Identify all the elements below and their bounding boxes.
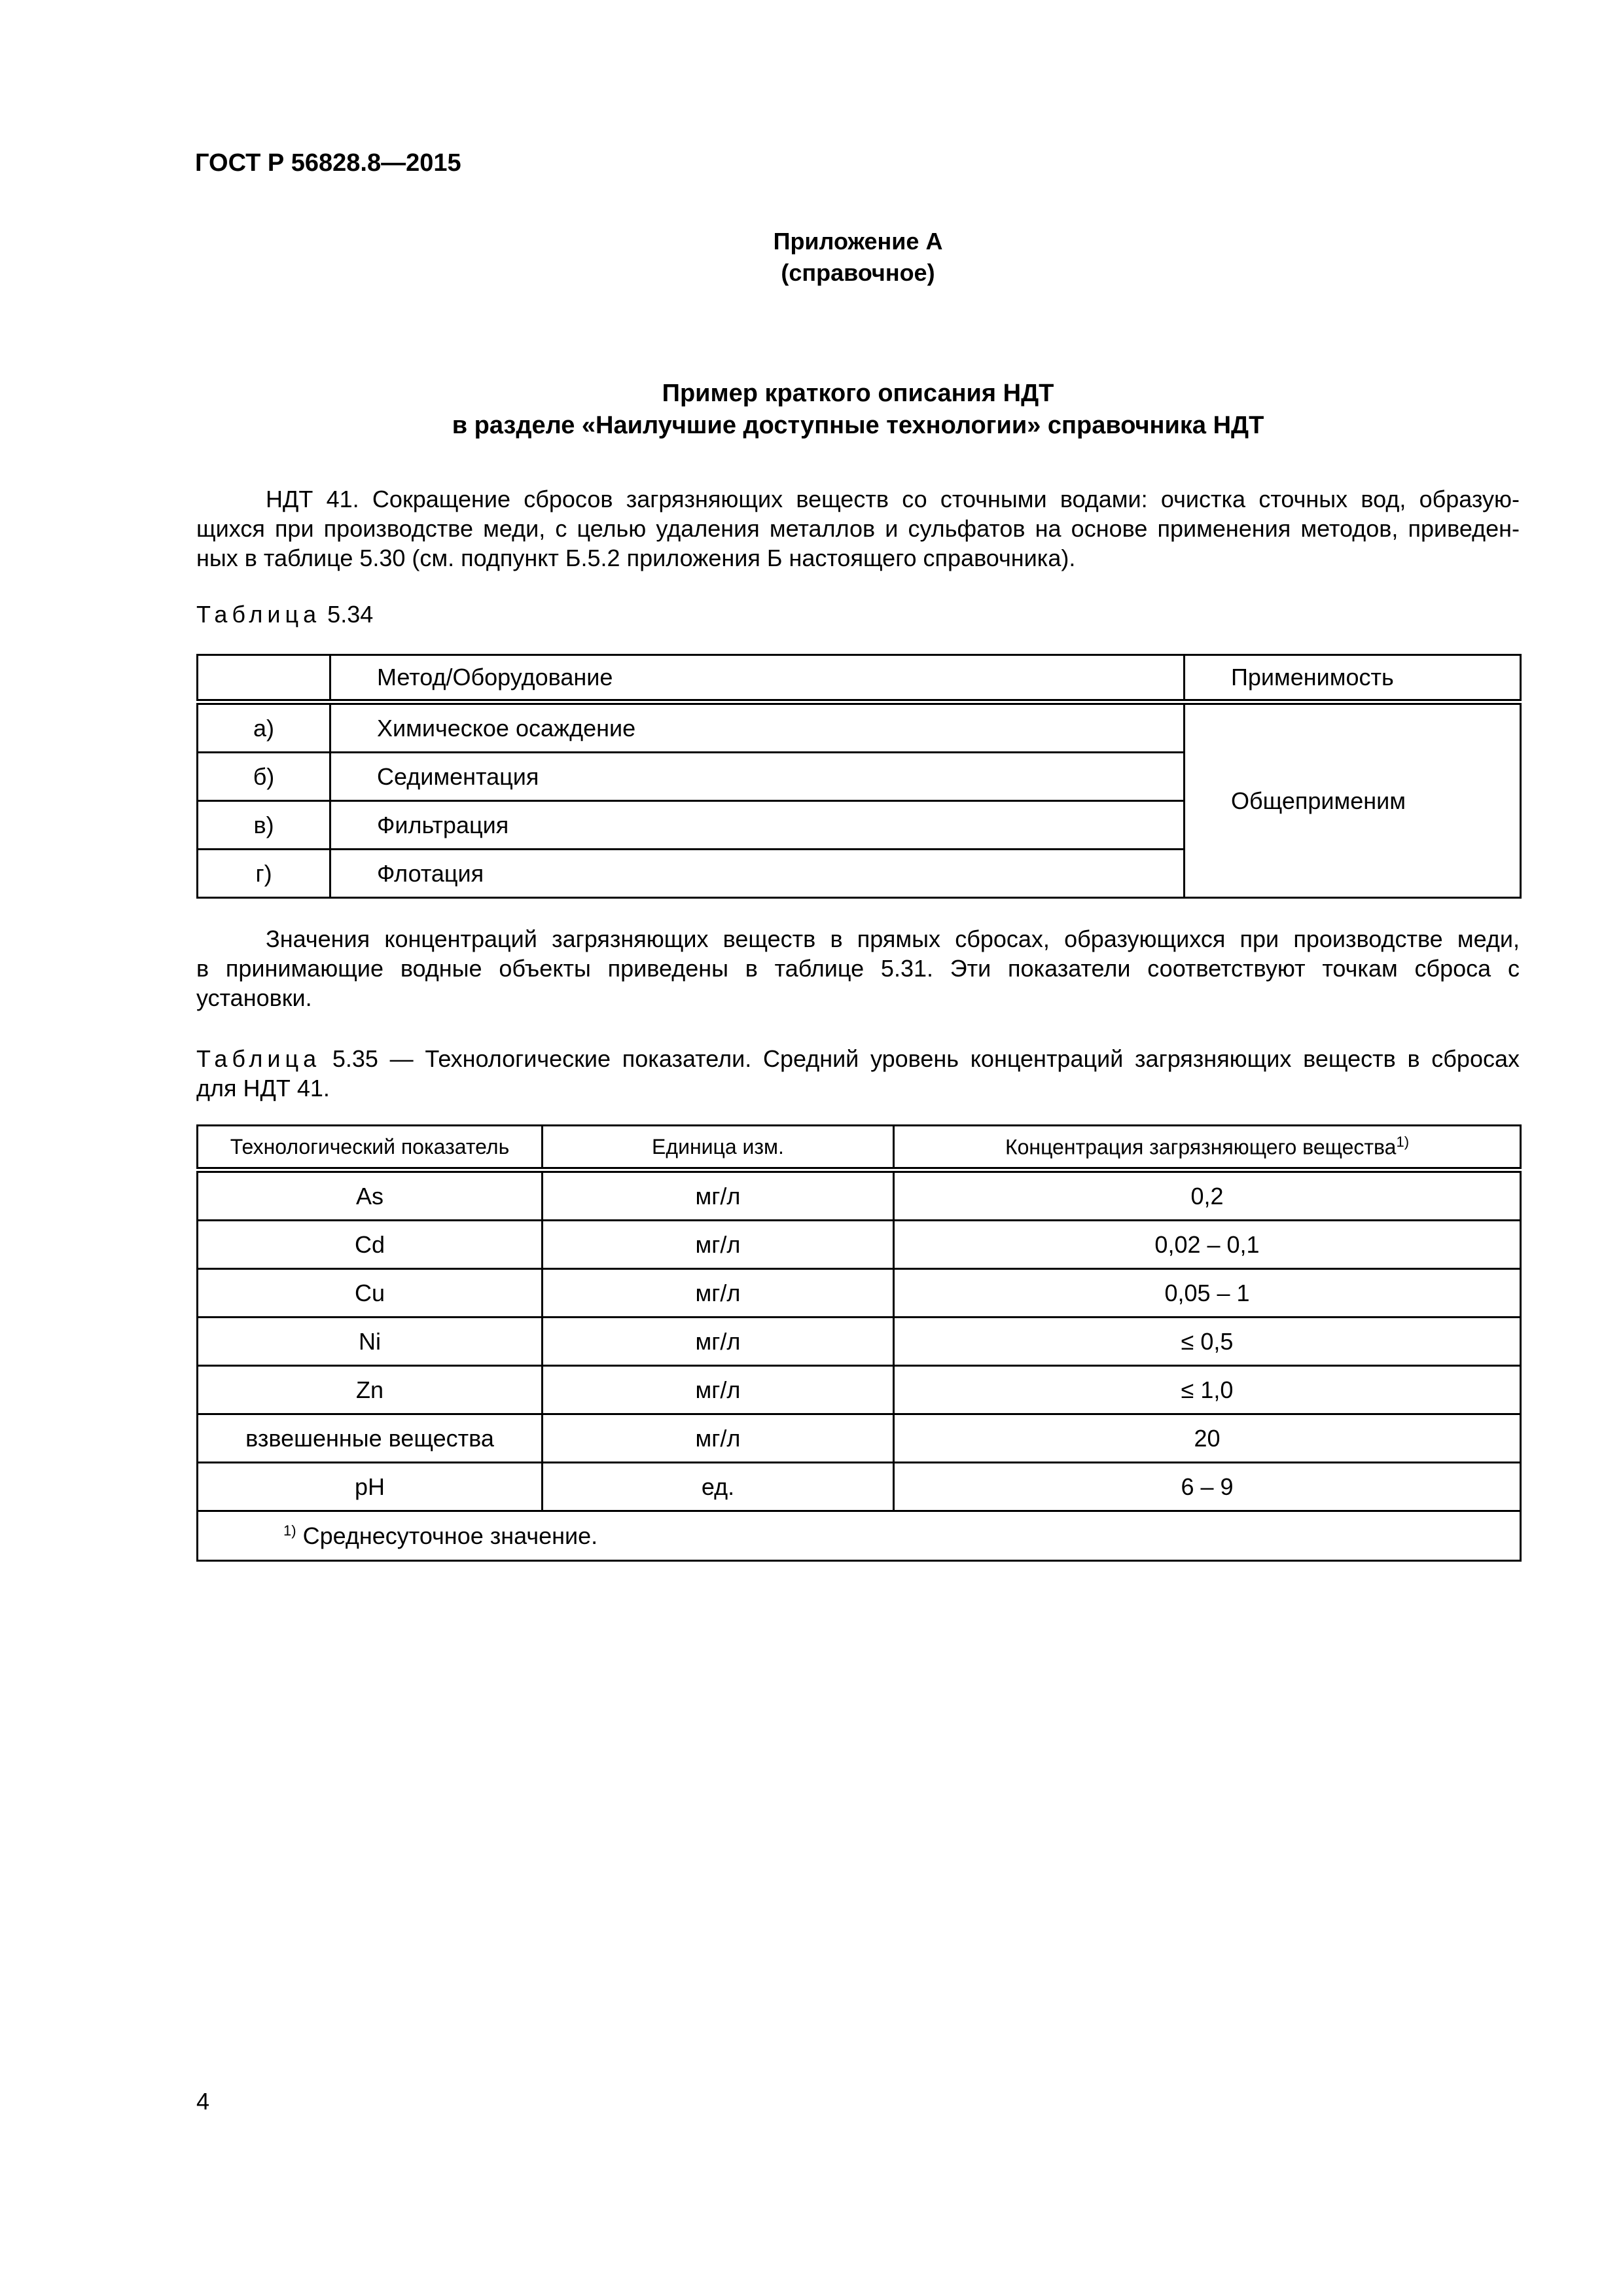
paragraph-line: в принимающие водные объекты приведены в таблице 5.31. Эти показатели соответствуют точкам сброса с — [196, 955, 1520, 982]
concentration-cell: 6 – 9 — [894, 1463, 1521, 1511]
paragraph-line: щихся при производстве меди, с целью удаления металлов и сульфатов на основе применения методов, приведен- — [196, 515, 1520, 542]
unit-cell: ед. — [543, 1463, 894, 1511]
table2-caption-word: Таблица — [196, 1045, 321, 1072]
footnote-mark: 1) — [1396, 1134, 1410, 1151]
unit-cell: мг/л — [543, 1221, 894, 1269]
section-heading-line1: Пример краткого описания НДТ — [662, 380, 1054, 407]
indicator-cell: Cd — [198, 1221, 543, 1269]
table2-caption-line2: для НДТ 41. — [196, 1075, 330, 1102]
paragraph-line: ных в таблице 5.30 (см. подпункт Б.5.2 приложения Б настоящего справочника). — [196, 545, 1076, 571]
column-header-concentration — [894, 1126, 1521, 1170]
row-label: в) — [198, 801, 330, 850]
table-row — [198, 1414, 1521, 1463]
unit-cell: мг/л — [543, 1414, 894, 1463]
concentration-cell: 20 — [894, 1414, 1521, 1463]
column-header-unit: Единица изм. — [543, 1126, 894, 1170]
column-header-method: Метод/Оборудование — [330, 655, 1185, 702]
column-header-applicability: Применимость — [1185, 655, 1521, 702]
indicator-cell: Cu — [198, 1269, 543, 1318]
concentration-cell: ≤ 0,5 — [894, 1318, 1521, 1366]
paragraph-line: установки. — [196, 984, 312, 1011]
concentration-cell: 0,02 – 0,1 — [894, 1221, 1521, 1269]
paragraph-concentrations — [196, 924, 1520, 1013]
indicator-cell: взвешенные вещества — [198, 1414, 543, 1463]
header-text: Концентрация загрязняющего вещества — [1005, 1135, 1397, 1159]
table-row — [198, 1318, 1521, 1366]
document-code: ГОСТ Р 56828.8—2015 — [195, 149, 461, 177]
appendix-title: Приложение А — [773, 228, 943, 255]
indicator-cell: As — [198, 1170, 543, 1221]
row-label: а) — [198, 702, 330, 753]
column-header — [198, 655, 330, 702]
paragraph-line: НДТ 41. Сокращение сбросов загрязняющих веществ со сточными водами: очистка сточных вод, образую- — [266, 486, 1520, 512]
paragraph-ndt41 — [196, 484, 1520, 573]
concentration-cell: 0,05 – 1 — [894, 1269, 1521, 1318]
table-row — [198, 702, 1521, 753]
table-row — [198, 1366, 1521, 1414]
footnote-text: Среднесуточное значение. — [302, 1522, 598, 1549]
methods-table — [196, 654, 1522, 899]
method-cell: Химическое осаждение — [330, 702, 1185, 753]
table-row — [198, 1463, 1521, 1511]
table-row — [198, 1170, 1521, 1221]
footnote-mark: 1) — [283, 1522, 296, 1539]
table2-caption — [196, 1044, 1520, 1103]
concentration-cell: ≤ 1,0 — [894, 1366, 1521, 1414]
unit-cell: мг/л — [543, 1269, 894, 1318]
method-cell: Фильтрация — [330, 801, 1185, 850]
table1-caption — [196, 601, 373, 628]
section-heading-line2: в разделе «Наилучшие доступные технологии» справочника НДТ — [452, 412, 1264, 439]
table-row — [198, 1269, 1521, 1318]
indicator-cell: Zn — [198, 1366, 543, 1414]
indicator-cell: Ni — [198, 1318, 543, 1366]
table2-caption-text: 5.35 — Технологические показатели. Средний уровень концентраций загрязняющих веществ в сбросах — [332, 1045, 1520, 1072]
table1-caption-word: Таблица — [196, 601, 321, 628]
method-cell: Флотация — [330, 850, 1185, 898]
row-label: б) — [198, 753, 330, 801]
method-cell: Седиментация — [330, 753, 1185, 801]
appendix-subtitle: (справочное) — [781, 259, 935, 286]
concentration-cell: 0,2 — [894, 1170, 1521, 1221]
table-row — [198, 1221, 1521, 1269]
applicability-cell: Общеприменим — [1185, 702, 1521, 898]
unit-cell: мг/л — [543, 1170, 894, 1221]
page-number: 4 — [196, 2088, 210, 2115]
table1-caption-number: 5.34 — [327, 601, 374, 628]
paragraph-line: Значения концентраций загрязняющих веществ в прямых сбросах, образующихся при производстве меди, — [266, 925, 1520, 952]
unit-cell: мг/л — [543, 1318, 894, 1366]
indicator-cell: pH — [198, 1463, 543, 1511]
row-label: г) — [198, 850, 330, 898]
table-footnote — [198, 1511, 1521, 1561]
technological-indicators-table — [196, 1124, 1522, 1562]
unit-cell: мг/л — [543, 1366, 894, 1414]
column-header-indicator: Технологический показатель — [198, 1126, 543, 1170]
